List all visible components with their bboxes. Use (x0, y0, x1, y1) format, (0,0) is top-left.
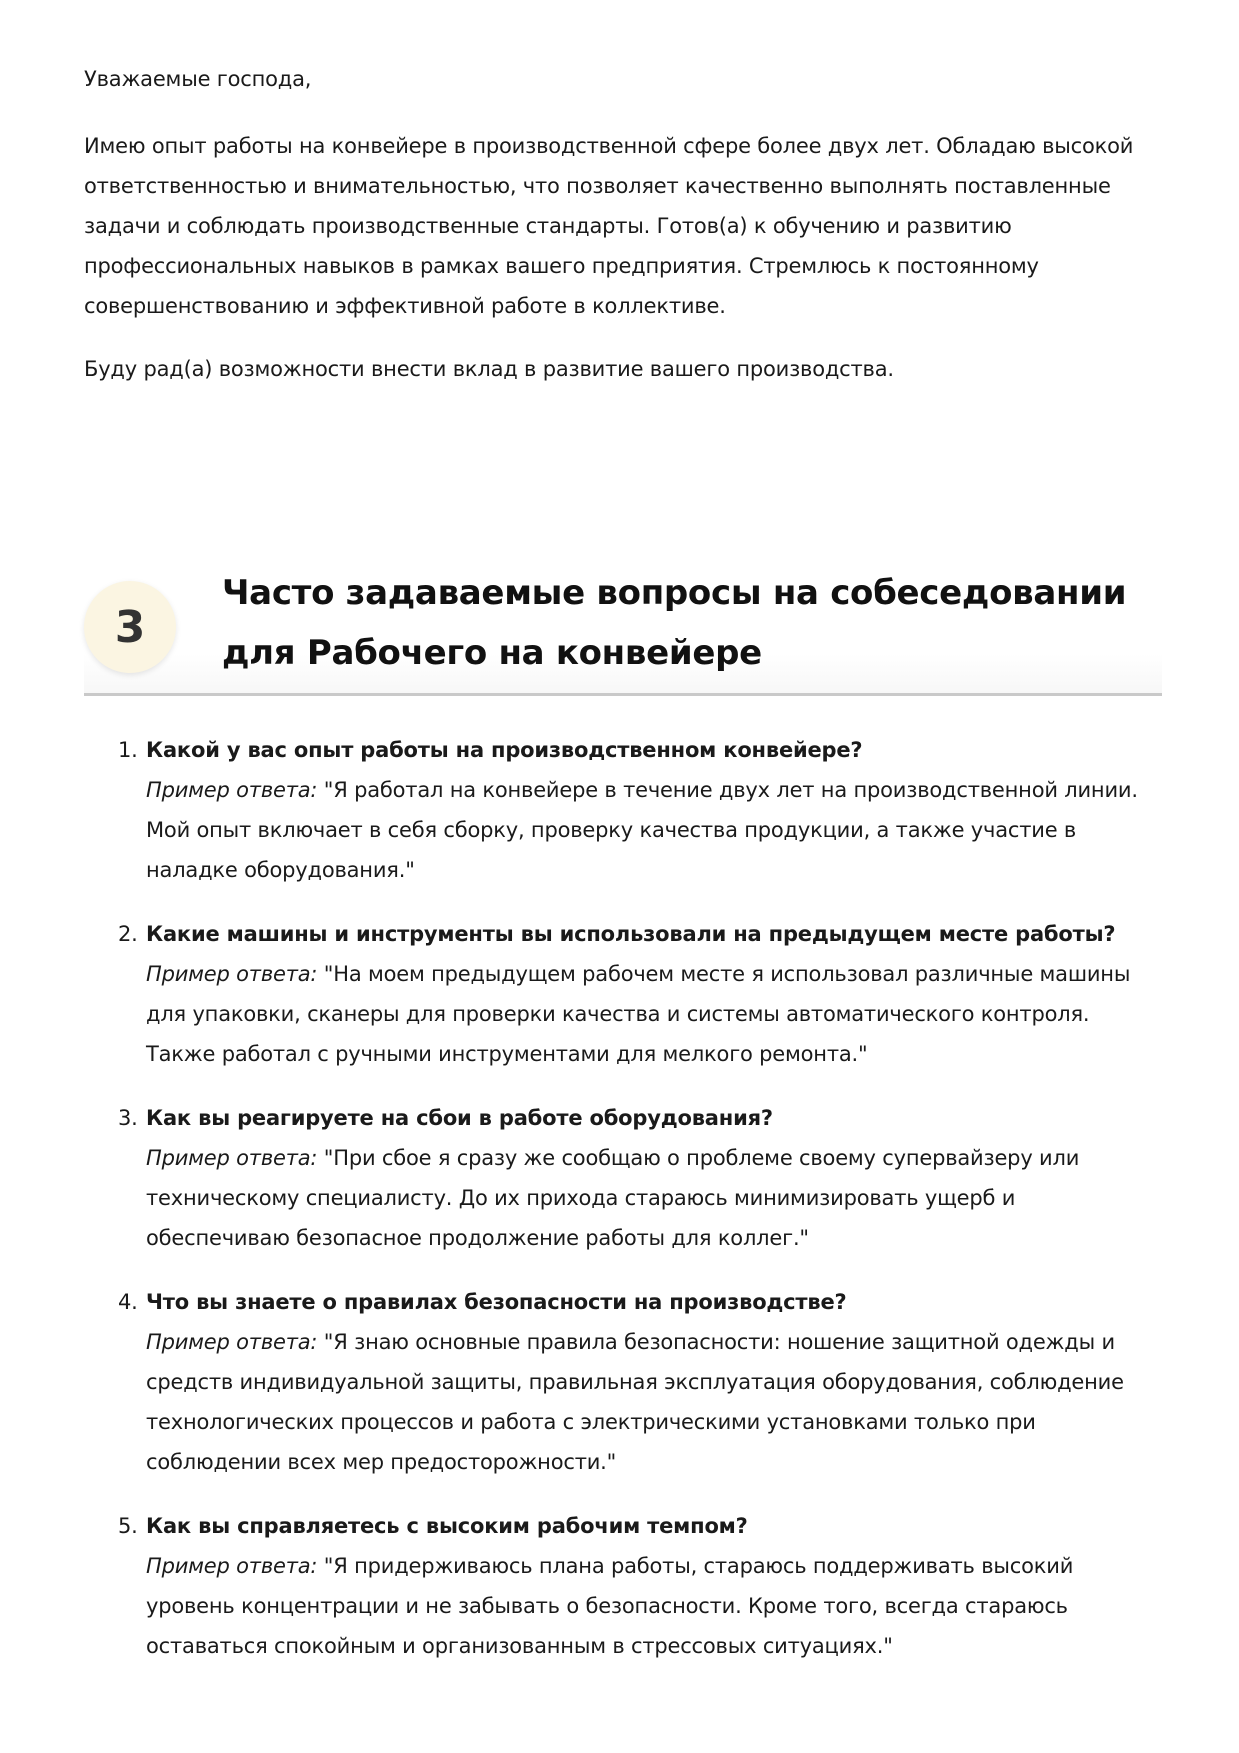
faq-item-number: 1. (118, 738, 138, 762)
faq-question: Какой у вас опыт работы на производственном конвейере? (146, 738, 863, 762)
faq-item (84, 914, 1164, 1074)
faq-answer-text: "При сбое я сразу же сообщаю о проблеме своему супервайзеру или техническому специалисту. До их прихода стараюсь минимизировать ущерб и обеспечиваю безопасное продолжение работы для коллег." (146, 1146, 1080, 1250)
faq-answer-text: "Я работал на конвейере в течение двух лет на производственной линии. Мой опыт включает в себя сборку, проверку качества продукции, а также участие в наладке оборудования." (146, 778, 1138, 882)
faq-list (84, 730, 1164, 1690)
faq-item (84, 1098, 1164, 1258)
faq-answer-label: Пример ответа: (146, 778, 318, 802)
letter-closing: Буду рад(а) возможности внести вклад в развитие вашего производства. (84, 357, 894, 381)
section-number-badge: 3 (84, 581, 176, 673)
faq-answer (146, 954, 1164, 1074)
faq-answer (146, 1322, 1164, 1482)
section-title: Часто задаваемые вопросы на собеседовании для Рабочего на конвейере (222, 573, 1127, 673)
faq-item-number: 3. (118, 1106, 138, 1130)
faq-answer-label: Пример ответа: (146, 1330, 318, 1354)
faq-question: Какие машины и инструменты вы использовали на предыдущем месте работы? (146, 922, 1116, 946)
faq-item (84, 730, 1164, 890)
faq-item-number: 2. (118, 922, 138, 946)
faq-answer (146, 770, 1164, 890)
faq-answer-text: "Я придерживаюсь плана работы, стараюсь поддерживать высокий уровень концентрации и не забывать о безопасности. Кроме того, всегда стараюсь оставаться спокойным и организованным в стрессовых ситуациях." (146, 1554, 1074, 1658)
faq-answer-label: Пример ответа: (146, 1554, 318, 1578)
letter-greeting: Уважаемые господа, (84, 67, 312, 91)
faq-question: Что вы знаете о правилах безопасности на производстве? (146, 1290, 847, 1314)
faq-answer (146, 1546, 1164, 1666)
faq-item (84, 1506, 1164, 1666)
faq-answer-label: Пример ответа: (146, 1146, 318, 1170)
faq-answer (146, 1138, 1164, 1258)
faq-item-number: 4. (118, 1290, 138, 1314)
faq-question: Как вы справляетесь с высоким рабочим темпом? (146, 1514, 748, 1538)
faq-question: Как вы реагируете на сбои в работе оборудования? (146, 1106, 773, 1130)
section-header (84, 563, 1162, 696)
faq-item (84, 1282, 1164, 1482)
faq-answer-text: "На моем предыдущем рабочем месте я использовал различные машины для упаковки, сканеры для проверки качества и системы автоматического контроля. Также работал с ручными инструментами для мелкого ремонта." (146, 962, 1131, 1066)
faq-answer-label: Пример ответа: (146, 962, 318, 986)
faq-answer-text: "Я знаю основные правила безопасности: ношение защитной одежды и средств индивидуальной защиты, правильная эксплуатация оборудования, соблюдение технологических процессов и работа с электрическими установками только при соблюдении всех мер предосторожности." (146, 1330, 1124, 1474)
letter-body: Имею опыт работы на конвейере в производственной сфере более двух лет. Обладаю высокой ответственностью и внимательностью, что позволяет качественно выполнять поставленные задачи и соблюдать производственные стандарты. Готов(а) к обучению и развитию профессиональных навыков в рамках вашего предприятия. Стремлюсь к постоянному совершенствованию и эффективной работе в коллективе. (84, 134, 1134, 318)
faq-item-number: 5. (118, 1514, 138, 1538)
